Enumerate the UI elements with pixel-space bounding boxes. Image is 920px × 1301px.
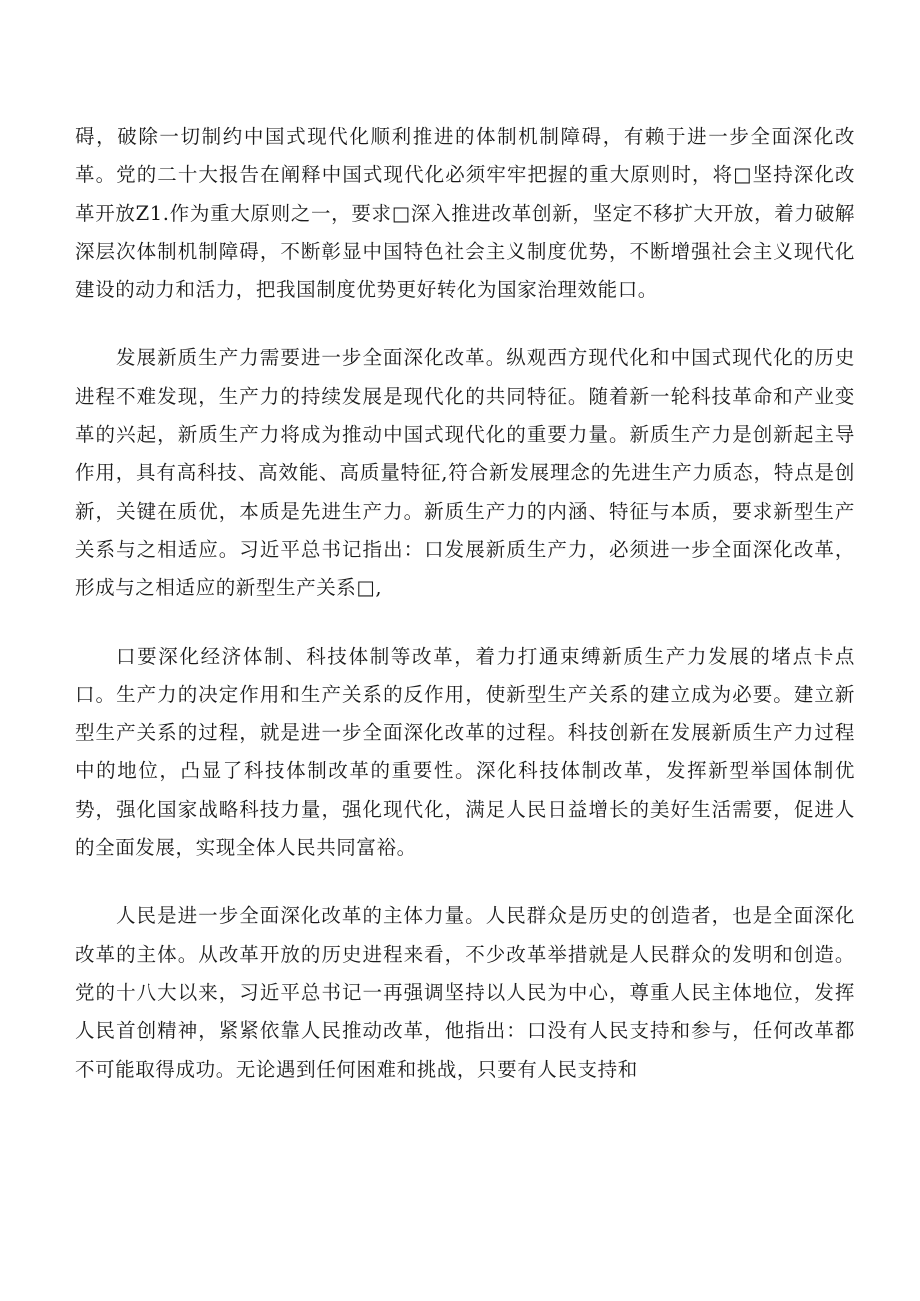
paragraph-3: 口要深化经济体制、科技体制等改革，着力打通束缚新质生产力发展的堵点卡点口。生产力的决定作用和生产关系的反作用，使新型生产关系的建立成为必要。建立新型生产关系的过程，就是进一步全面深化改革的过程。科技创新在发展新质生产力过程中的地位，凸显了科技体制改革的重要性。深化科技体制改革，发挥新型举国体制优势，强化国家战略科技力量，强化现代化，满足人民日益增长的美好生活需要，促进人的全面发展，实现全体人民共同富裕。: [75, 644, 855, 860]
document-body: [75, 118, 855, 1089]
paragraph-1: 碍，破除一切制约中国式现代化顺利推进的体制机制障碍，有赖于进一步全面深化改革。党的二十大报告在阐释中国式现代化必须牢牢把握的重大原则时，将□坚持深化改革开放Z1.作为重大原则之一，要求□深入推进改革创新，坚定不移扩大开放，着力破解深层次体制机制障碍，不断彰显中国特色社会主义制度优势，不断增强社会主义现代化建设的动力和活力，把我国制度优势更好转化为国家治理效能口。: [75, 125, 855, 302]
paragraph-2: 发展新质生产力需要进一步全面深化改革。纵观西方现代化和中国式现代化的历史进程不难发现，生产力的持续发展是现代化的共同特征。随着新一轮科技革命和产业变革的兴起，新质生产力将成为推动中国式现代化的重要力量。新质生产力是创新起主导作用，具有高科技、高效能、高质量特征,符合新发展理念的先进生产力质态，特点是创新，关键在质优，本质是先进生产力。新质生产力的内涵、特征与本质，要求新型生产关系与之相适应。习近平总书记指出：口发展新质生产力，必须进一步全面深化改革，形成与之相适应的新型生产关系□,: [75, 346, 855, 600]
paragraph-4: 人民是进一步全面深化改革的主体力量。人民群众是历史的创造者，也是全面深化改革的主体。从改革开放的历史进程来看，不少改革举措就是人民群众的发明和创造。党的十八大以来，习近平总书记一再强调坚持以人民为中心，尊重人民主体地位，发挥人民首创精神，紧紧依靠人民推动改革，他指出：口没有人民支持和参与，任何改革都不可能取得成功。无论遇到任何困难和挑战，只要有人民支持和: [75, 904, 855, 1081]
